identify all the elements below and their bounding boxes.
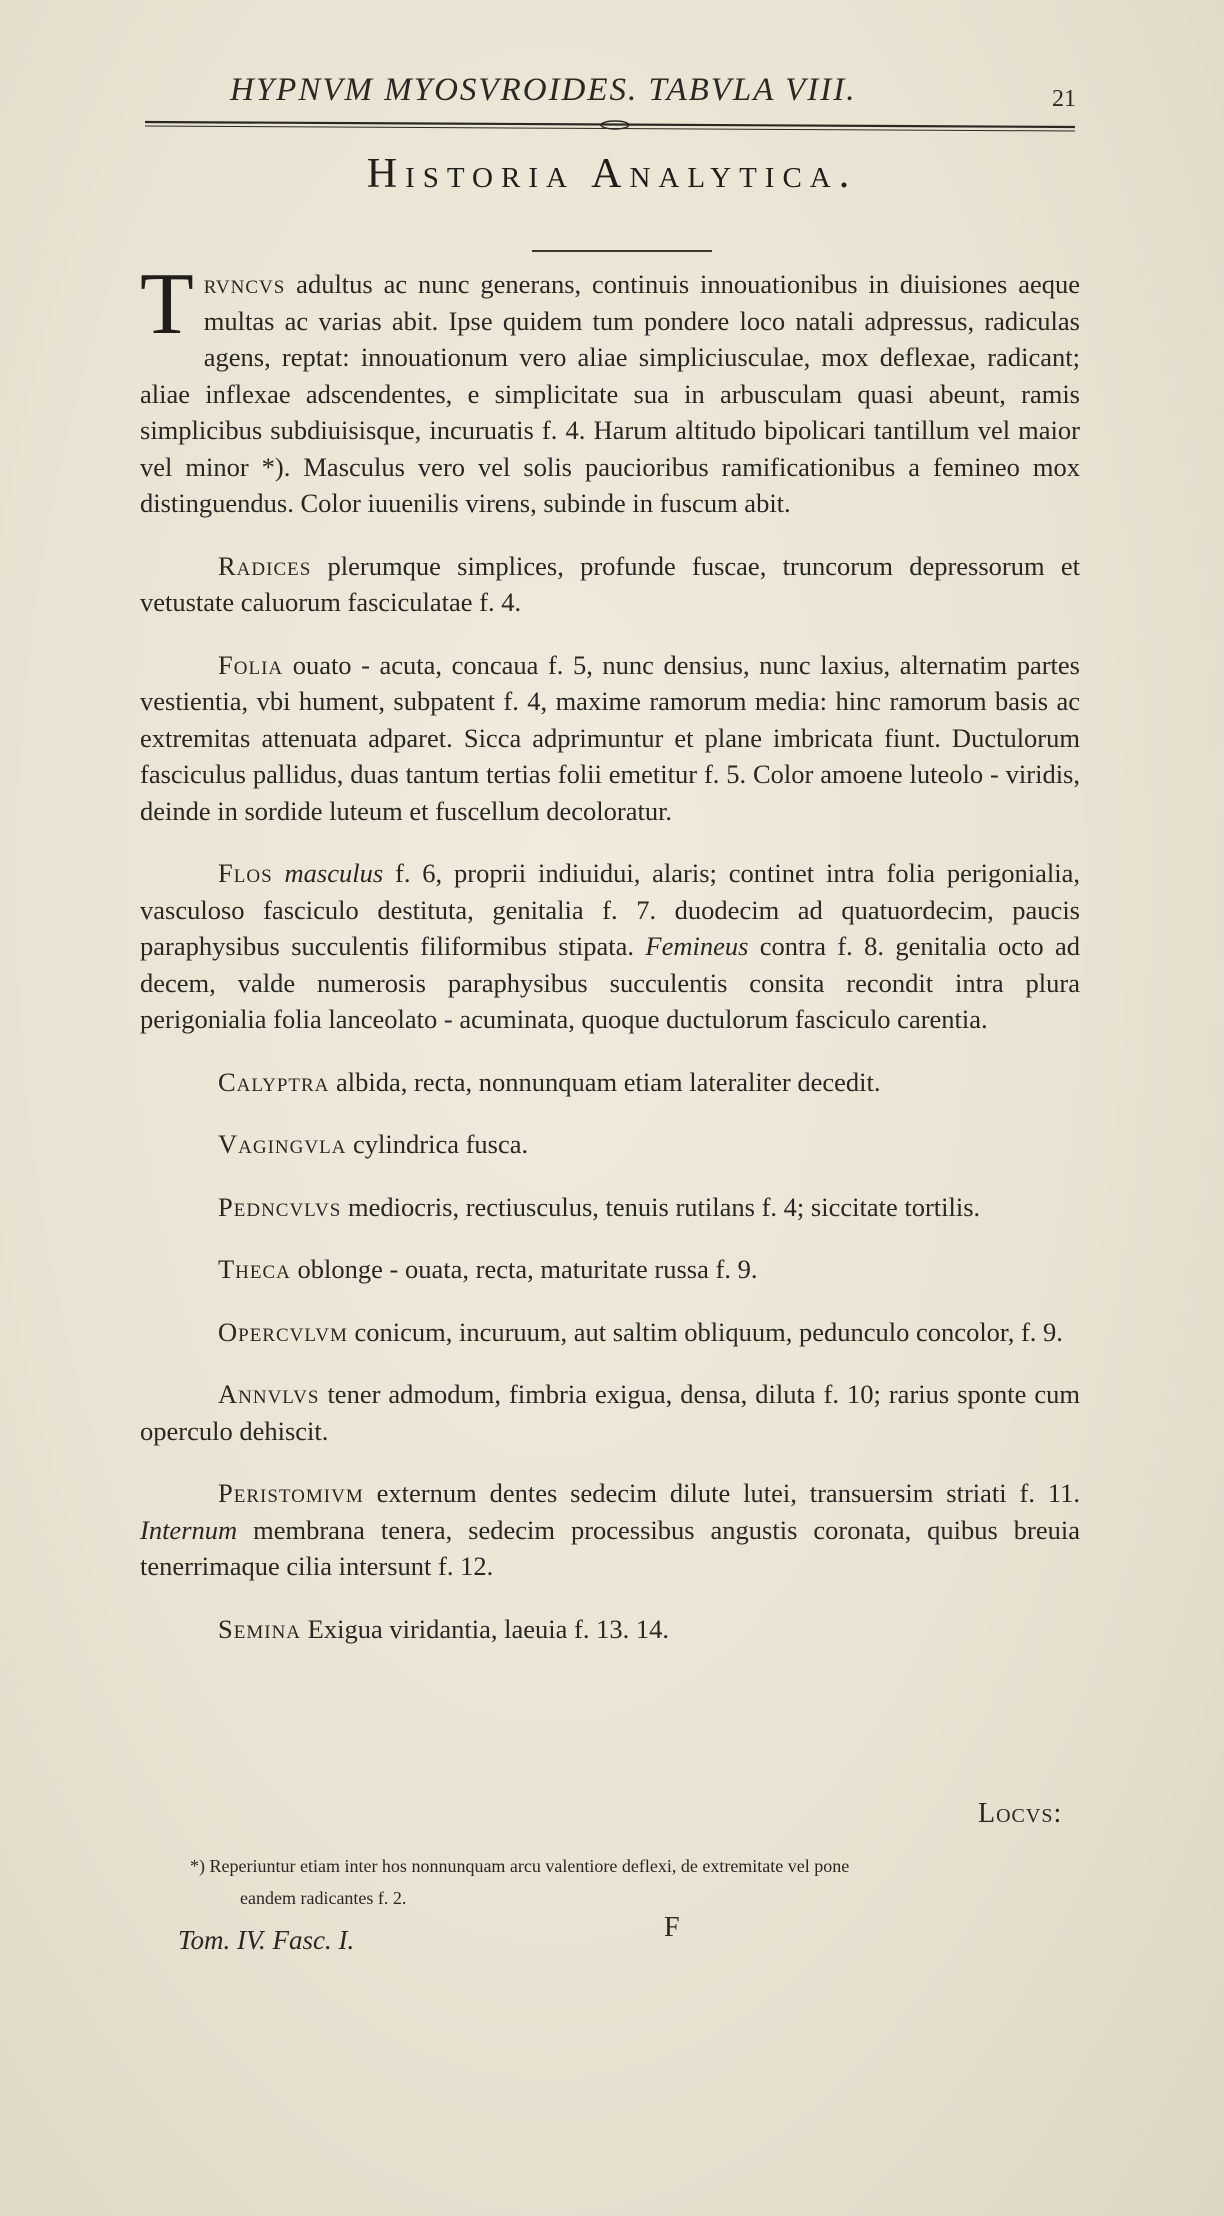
header-ornamental-rule	[145, 118, 1075, 132]
page-number: 21	[1052, 86, 1076, 112]
lead-word-semina: Semina	[218, 1613, 302, 1644]
lead-word-radices: Radices	[218, 550, 312, 581]
catchword: Locvs:	[978, 1798, 1063, 1829]
title-rule	[532, 250, 712, 252]
paragraph-truncus	[140, 256, 1080, 522]
paragraph-vaginula	[140, 1126, 1080, 1163]
paragraph-radices	[140, 548, 1080, 621]
text-pedunculus: mediocris, rectiusculus, tenuis rutilans f. 4; siccitate tortilis.	[341, 1191, 981, 1222]
lead-word-theca: Theca	[218, 1254, 291, 1284]
text-semina: Exigua viridantia, laeuia f. 13. 14.	[301, 1613, 669, 1644]
lead-word-folia: Folia	[218, 649, 284, 680]
footnote	[190, 1850, 1080, 1914]
text-peristomium-a: externum dentes sedecim dilute lutei, transuersim striati f. 11.	[363, 1478, 1080, 1508]
text-folia: ouato - acuta, concaua f. 5, nunc densius, nunc laxius, alternatim partes vestientia, vbi hument, subpatent f. 4, maxime ramorum media: hinc ramorum basis ac extremitas attenuata adparet. Sicca adprimuntur et plane imbricata fiunt. Ductulorum fasciculus pallidus, duas tantum tertias folii emetitur f. 5. Color amoene luteolo - viridis, deinde in sordide luteum et fuscellum decoloratur.	[140, 649, 1080, 826]
text-operculum: conicum, incuruum, aut saltim obliquum, pedunculo concolor, f. 9.	[347, 1316, 1063, 1347]
body-text	[140, 256, 1080, 1673]
paragraph-operculum	[140, 1314, 1080, 1351]
volume-mark: Tom. IV. Fasc. I.	[178, 1925, 355, 1955]
lead-word-calyptra: Calyptra	[218, 1066, 330, 1097]
text-flos-a: f. 6, proprii indiuidui, alaris; continet intra folia perigonialia, vasculoso fasciculo destituta, genitalia f. 7. duodecim ad quatuordecim, paucis paraphysibus succulentis filiformibus stipata.	[140, 858, 1080, 961]
running-head: HYPNVM MYOSVROIDES. TABVLA VIII.	[230, 72, 857, 108]
text-calyptra: albida, recta, nonnunquam etiam lateraliter decedit.	[329, 1066, 881, 1097]
footnote-line-1: *) Reperiuntur etiam inter hos nonnunquam arcu valentiore deflexi, de extremitate vel pone	[190, 1856, 850, 1876]
paragraph-pedunculus	[140, 1189, 1080, 1226]
text-theca: oblonge - ouata, recta, maturitate russa f. 9.	[290, 1254, 758, 1284]
lead-word-pedunculus: Pedncvlvs	[218, 1191, 342, 1222]
paragraph-theca	[140, 1251, 1080, 1288]
lead-word-annulus: Annvlvs	[218, 1379, 320, 1409]
paragraph-flos	[140, 855, 1080, 1038]
text-radices: plerumque simplices, profunde fuscae, truncorum depressorum et vetustate caluorum fasciculatae f. 4.	[140, 550, 1080, 617]
footnote-line-2: eandem radicantes f. 2.	[240, 1888, 407, 1908]
text-flos-b: contra f. 8. genitalia octo ad decem, valde numerosis paraphysibus succulentis consita recondit intra plura perigonialia folia lanceolato - acuminata, quoque ductulorum fasciculo carentia.	[140, 931, 1080, 1034]
paragraph-peristomium	[140, 1475, 1080, 1585]
text-peristomium-b: membrana tenera, sedecim processibus angustis coronata, quibus breuia tenerrimaque cilia intersunt f. 12.	[140, 1514, 1080, 1581]
term-internum: Internum	[140, 1514, 238, 1545]
lead-word-flos: Flos	[218, 858, 273, 888]
lead-word-vaginula: Vagingvla	[218, 1129, 347, 1159]
paragraph-folia	[140, 647, 1080, 830]
paragraph-semina	[140, 1611, 1080, 1648]
term-femineus: Femineus	[645, 931, 749, 961]
text-annulus: tener admodum, fimbria exigua, densa, diluta f. 10; rarius sponte cum operculo dehiscit.	[140, 1379, 1080, 1446]
lead-word-peristomium: Peristomivm	[218, 1478, 364, 1508]
signature-mark: F	[664, 1912, 680, 1943]
text-vaginula: cylindrica fusca.	[346, 1129, 529, 1159]
paragraph-calyptra	[140, 1064, 1080, 1101]
text-truncus: adultus ac nunc generans, continuis innouationibus in diuisiones aeque multas ac varias abit. Ipse quidem tum pondere loco natali adpressus, radiculas agens, reptat: innouationum vero aliae simpliciusculae, mox deflexae, radicant; aliae inflexae adscendentes, e simplicitate sua in arbusculam quasi abeunt, ramis simplicibus subdiuisisque, incuruatis f. 4. Harum altitudo bipolicari tantillum vel maior vel minor *). Masculus vero vel solis paucioribus ramificationibus a femineo mox distinguendus. Color iuuenilis virens, subinde in fuscum abit.	[140, 269, 1080, 518]
lead-word-truncus: rvncvs	[203, 269, 286, 299]
drop-cap: T	[140, 256, 194, 353]
term-masculus: masculus	[284, 858, 384, 888]
lead-word-operculum: Opercvlvm	[218, 1316, 348, 1347]
paragraph-annulus	[140, 1376, 1080, 1449]
section-title: Historia Analytica.	[366, 151, 858, 197]
